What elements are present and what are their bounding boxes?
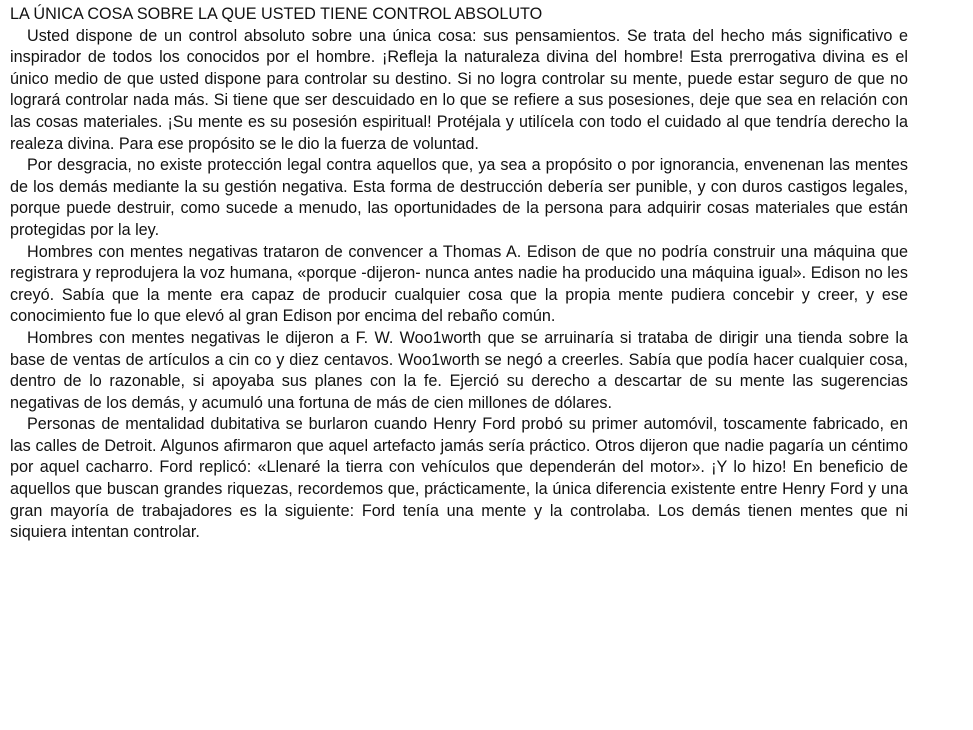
paragraph-5: Personas de mentalidad dubitativa se burlaron cuando Henry Ford probó su primer automóvil, toscamente fabricado, en las calles de Detroit. Algunos afirmaron que aquel artefacto jamás sería práctico. Otros dijeron que nadie pagaría un céntimo por aquel cacharro. Ford replicó: «Llenaré la tierra con vehículos que dependerán del motor». ¡Y lo hizo! En beneficio de aquellos que buscan grandes riquezas, recordemos que, prácticamente, la única diferencia existente entre Henry Ford y una gran mayoría de trabajadores es la siguiente: Ford tenía una mente y la controlaba. Los demás tienen mentes que ni siquiera intentan controlar.: [10, 415, 908, 542]
document-title: LA ÚNICA COSA SOBRE LA QUE USTED TIENE CONTROL ABSOLUTO: [10, 5, 543, 23]
paragraph-3: Hombres con mentes negativas trataron de convencer a Thomas A. Edison de que no podría construir una máquina que registrara y reprodujera la voz humana, «porque -dijeron- nunca antes nadie ha producido una máquina igual». Edison no les creyó. Sabía que la mente era capaz de producir cualquier cosa que la propia mente pudiera concebir y creer, y ese conocimiento fue lo que elevó al gran Edison por encima del rebaño común.: [10, 242, 908, 326]
document-page: [10, 4, 908, 544]
paragraph-2: Por desgracia, no existe protección legal contra aquellos que, ya sea a propósito o por ignorancia, envenenan las mentes de los demás mediante la su gestión negativa. Esta forma de destrucción debería ser punible, y con duros castigos legales, porque puede destruir, como sucede a menudo, las oportunidades de la persona para adquirir cosas materiales que están protegidas por la ley.: [10, 156, 908, 239]
paragraph-1: Usted dispone de un control absoluto sobre una única cosa: sus pensamientos. Se trata del hecho más significativo e inspirador de todos los conocidos por el hombre. ¡Refleja la naturaleza divina del hombre! Esta prerrogativa divina es el único medio de que usted dispone para controlar su destino. Si no logra controlar su mente, puede estar seguro de que no logrará controlar nada más. Si tiene que ser descuidado en lo que se refiere a sus posesiones, deje que sea en relación con las cosas materiales. ¡Su mente es su posesión espiritual! Protéjala y utilícela con todo el cuidado al que tendría derecho la realeza divina. Para ese propósito se le dio la fuerza de voluntad.: [10, 26, 908, 153]
paragraph-4: Hombres con mentes negativas le dijeron a F. W. Woo1worth que se arruinaría si trataba de dirigir una tienda sobre la base de ventas de artículos a cin co y diez centavos. Woo1worth se negó a creerles. Sabía que podía hacer cualquier cosa, dentro de lo razonable, si apoyaba sus planes con la fe. Ejerció su derecho a descartar de su mente las sugerencias negativas de los demás, y acumuló una fortuna de más de cien millones de dólares.: [10, 328, 908, 412]
